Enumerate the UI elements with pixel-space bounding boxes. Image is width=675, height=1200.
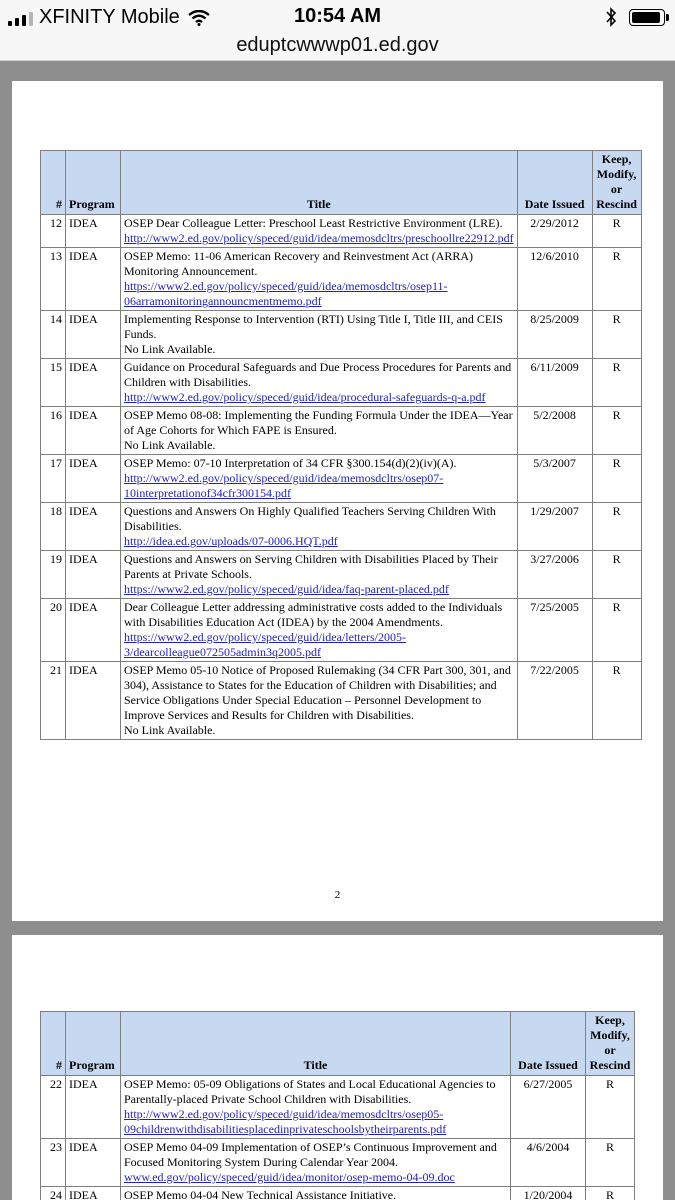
table-row	[41, 1076, 635, 1139]
row-number: 12	[41, 215, 66, 248]
row-number: 15	[41, 359, 66, 407]
row-title-cell	[121, 1076, 511, 1139]
table-row	[41, 359, 642, 407]
header-title: Title	[121, 151, 518, 215]
row-date: 5/3/2007	[517, 455, 592, 503]
row-action: R	[592, 662, 641, 740]
status-bar-right	[605, 7, 665, 27]
row-title-cell	[121, 359, 518, 407]
row-date: 8/25/2009	[517, 311, 592, 359]
table-header-row	[41, 1012, 635, 1076]
row-title: OSEP Memo: 11-06 American Recovery and Reinvestment Act (ARRA) Monitoring Announcement.	[124, 249, 474, 278]
header-num: #	[41, 1012, 66, 1076]
row-title: OSEP Memo 05-10 Notice of Proposed Rulemaking (34 CFR Part 300, 301, and 304), Assistance to States for the Education of Children with Disabilities; and Service Obligations Under Special Education – Personnel Development to Improve Services and Results for Children with Disabilities.	[124, 663, 511, 722]
row-title-cell	[121, 1139, 511, 1187]
row-date: 4/6/2004	[511, 1139, 586, 1187]
document-link[interactable]: www.ed.gov/policy/speced/guid/idea/monitor/osep-memo-04-09.doc	[124, 1170, 455, 1184]
row-action: R	[592, 215, 641, 248]
row-program: IDEA	[66, 248, 121, 311]
document-link[interactable]: https://www2.ed.gov/policy/speced/guid/idea/memosdcltrs/osep11-06arramonitoringannouncmentmemo.pdf	[124, 279, 448, 308]
row-date: 5/2/2008	[517, 407, 592, 455]
row-number: 13	[41, 248, 66, 311]
row-date: 2/29/2012	[517, 215, 592, 248]
header-keep-modify-rescind: Keep, Modify, or Rescind	[586, 1012, 635, 1076]
document-link[interactable]: https://www2.ed.gov/policy/speced/guid/idea/letters/2005-3/dearcolleague072505admin3q2005.pdf	[124, 630, 406, 659]
page-number: 2	[334, 889, 341, 901]
row-date: 3/27/2006	[517, 551, 592, 599]
table-row	[41, 503, 642, 551]
pdf-page	[12, 81, 663, 921]
row-title: OSEP Memo 04-09 Implementation of OSEP’s Continuous Improvement and Focused Monitoring System During Calendar Year 2004.	[124, 1140, 497, 1169]
row-title-cell	[121, 503, 518, 551]
table-row	[41, 1187, 635, 1200]
document-link[interactable]: http://www2.ed.gov/policy/speced/guid/idea/memosdcltrs/osep05-09childrenwithdisabilitiesplacedinprivateschoolsbytheirparents.pdf	[124, 1107, 447, 1136]
clock: 10:54 AM	[293, 5, 382, 27]
document-link[interactable]: https://www2.ed.gov/policy/speced/guid/idea/faq-parent-placed.pdf	[124, 582, 449, 596]
document-link[interactable]: http://www2.ed.gov/policy/speced/guid/idea/memosdcltrs/preschoollre22912.pdf	[124, 231, 514, 245]
guidance-table	[40, 1011, 635, 1200]
row-number: 21	[41, 662, 66, 740]
row-program: IDEA	[66, 455, 121, 503]
row-title: OSEP Memo: 05-09 Obligations of States and Local Educational Agencies to Parentally-placed Private School Children with Disabilities.	[124, 1077, 496, 1106]
row-number: 16	[41, 407, 66, 455]
document-viewer[interactable]	[0, 61, 675, 1200]
row-number: 17	[41, 455, 66, 503]
row-action: R	[586, 1187, 635, 1200]
row-action: R	[592, 551, 641, 599]
row-title: Questions and Answers On Highly Qualified Teachers Serving Children With Disabilities.	[124, 504, 496, 533]
row-number: 23	[41, 1139, 66, 1187]
row-action: R	[592, 455, 641, 503]
row-program: IDEA	[66, 599, 121, 662]
row-number: 18	[41, 503, 66, 551]
row-date: 1/20/2004	[511, 1187, 586, 1200]
row-action: R	[592, 407, 641, 455]
document-link[interactable]: http://www2.ed.gov/policy/speced/guid/idea/memosdcltrs/osep07-10interpretationof34cfr300154.pdf	[124, 471, 444, 500]
row-title-cell	[121, 248, 518, 311]
guidance-table	[40, 150, 642, 740]
table-row	[41, 311, 642, 359]
row-title-cell	[121, 551, 518, 599]
row-action: R	[592, 359, 641, 407]
table-header-row	[41, 151, 642, 215]
row-program: IDEA	[66, 662, 121, 740]
row-program: IDEA	[66, 1139, 121, 1187]
row-title: OSEP Dear Colleague Letter: Preschool Least Restrictive Environment (LRE).	[124, 216, 503, 230]
table-row	[41, 1139, 635, 1187]
row-number: 22	[41, 1076, 66, 1139]
row-title: Guidance on Procedural Safeguards and Due Process Procedures for Parents and Children with Disabilities.	[124, 360, 512, 389]
row-title-cell	[121, 1187, 511, 1200]
table-row	[41, 455, 642, 503]
row-title-cell	[121, 215, 518, 248]
table-row	[41, 599, 642, 662]
row-program: IDEA	[66, 551, 121, 599]
row-action: R	[586, 1076, 635, 1139]
row-title: Dear Colleague Letter addressing administrative costs added to the Individuals with Disabilities Education Act (IDEA) by the 2004 Amendments.	[124, 600, 503, 629]
pdf-page	[12, 935, 663, 1200]
document-link[interactable]: http://idea.ed.gov/uploads/07-0006.HQT.pdf	[124, 534, 338, 548]
table-row	[41, 215, 642, 248]
row-action: R	[586, 1139, 635, 1187]
row-title: OSEP Memo 04-04 New Technical Assistance Initiative.	[124, 1188, 397, 1200]
row-title: OSEP Memo: 07-10 Interpretation of 34 CFR §300.154(d)(2)(iv)(A).	[124, 456, 457, 470]
row-number: 19	[41, 551, 66, 599]
header-program: Program	[66, 1012, 121, 1076]
row-program: IDEA	[66, 1187, 121, 1200]
header-keep-modify-rescind: Keep, Modify, or Rescind	[592, 151, 641, 215]
row-date: 12/6/2010	[517, 248, 592, 311]
row-action: R	[592, 248, 641, 311]
row-number: 24	[41, 1187, 66, 1200]
row-title: Questions and Answers on Serving Children with Disabilities Placed by Their Parents at Private Schools.	[124, 552, 498, 581]
status-bar	[0, 0, 675, 34]
document-link[interactable]: http://www2.ed.gov/policy/speced/guid/idea/procedural-safeguards-q-a.pdf	[124, 390, 486, 404]
no-link-note: No Link Available.	[124, 342, 216, 356]
table-row	[41, 407, 642, 455]
battery-icon	[629, 9, 665, 26]
row-date: 6/11/2009	[517, 359, 592, 407]
row-title: OSEP Memo 08-08: Implementing the Funding Formula Under the IDEA—Year of Age Cohorts for Which FAPE is Ensured.	[124, 408, 513, 437]
header-date-issued: Date Issued	[517, 151, 592, 215]
header-num: #	[41, 151, 66, 215]
row-title-cell	[121, 662, 518, 740]
row-program: IDEA	[66, 215, 121, 248]
row-title-cell	[121, 311, 518, 359]
header-date-issued: Date Issued	[511, 1012, 586, 1076]
row-title: Implementing Response to Intervention (RTI) Using Title I, Title III, and CEIS Funds.	[124, 312, 503, 341]
row-title-cell	[121, 455, 518, 503]
row-number: 14	[41, 311, 66, 359]
row-action: R	[592, 599, 641, 662]
row-action: R	[592, 311, 641, 359]
table-row	[41, 551, 642, 599]
url-bar[interactable]: eduptcwwwp01.ed.gov	[0, 34, 675, 61]
row-date: 7/22/2005	[517, 662, 592, 740]
row-title-cell	[121, 407, 518, 455]
row-program: IDEA	[66, 311, 121, 359]
row-program: IDEA	[66, 503, 121, 551]
row-program: IDEA	[66, 1076, 121, 1139]
no-link-note: No Link Available.	[124, 723, 216, 737]
bluetooth-icon	[605, 7, 617, 27]
row-number: 20	[41, 599, 66, 662]
table-row	[41, 662, 642, 740]
row-action: R	[592, 503, 641, 551]
header-title: Title	[121, 1012, 511, 1076]
row-date: 7/25/2005	[517, 599, 592, 662]
carrier-label: XFINITY Mobile	[39, 6, 180, 28]
row-program: IDEA	[66, 359, 121, 407]
row-program: IDEA	[66, 407, 121, 455]
header-program: Program	[66, 151, 121, 215]
row-date: 6/27/2005	[511, 1076, 586, 1139]
row-title-cell	[121, 599, 518, 662]
table-row	[41, 248, 642, 311]
row-date: 1/29/2007	[517, 503, 592, 551]
no-link-note: No Link Available.	[124, 438, 216, 452]
